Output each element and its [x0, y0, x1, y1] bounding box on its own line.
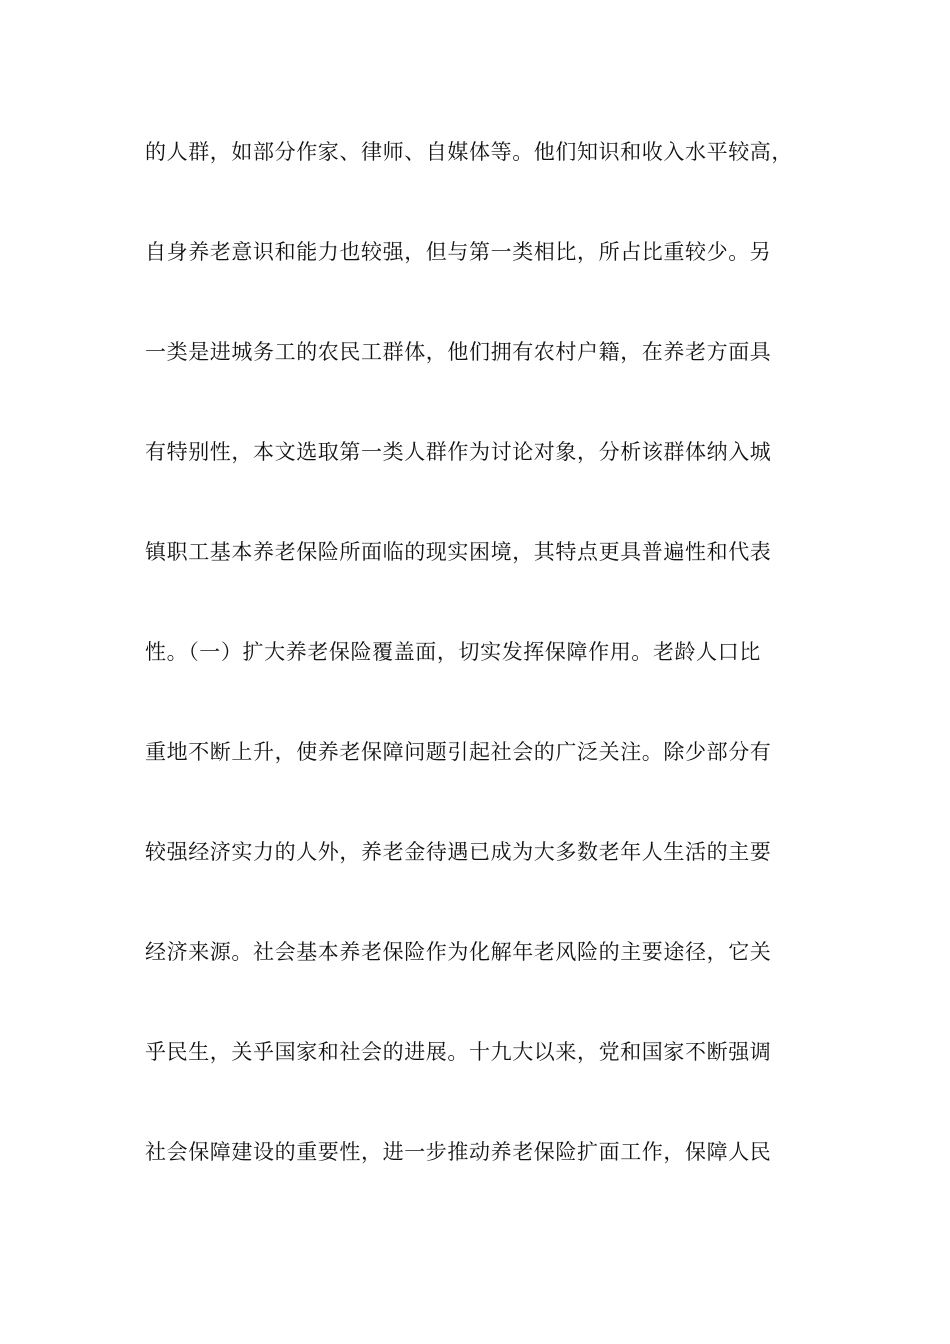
- text-line: 自身养老意识和能力也较强，但与第一类相比，所占比重较少。另: [145, 240, 772, 264]
- text-line: 一类是进城务工的农民工群体，他们拥有农村户籍，在养老方面具: [145, 340, 772, 364]
- text-line: 经济来源。社会基本养老保险作为化解年老风险的主要途径，它关: [145, 940, 772, 964]
- text-line: 镇职工基本养老保险所面临的现实困境，其特点更具普遍性和代表: [145, 540, 772, 564]
- text-line: 的人群，如部分作家、律师、自媒体等。他们知识和收入水平较高，: [145, 140, 793, 164]
- text-line: 性。（一）扩大养老保险覆盖面，切实发挥保障作用。老龄人口比: [145, 640, 761, 664]
- text-line: 社会保障建设的重要性，进一步推动养老保险扩面工作，保障人民: [145, 1140, 772, 1164]
- text-line: 有特别性，本文选取第一类人群作为讨论对象，分析该群体纳入城: [145, 440, 772, 464]
- text-line: 乎民生，关乎国家和社会的进展。十九大以来，党和国家不断强调: [145, 1040, 772, 1064]
- text-line: 较强经济实力的人外，养老金待遇已成为大多数老年人生活的主要: [145, 840, 772, 864]
- text-line: 重地不断上升，使养老保障问题引起社会的广泛关注。除少部分有: [145, 740, 772, 764]
- body-text: [145, 124, 825, 1224]
